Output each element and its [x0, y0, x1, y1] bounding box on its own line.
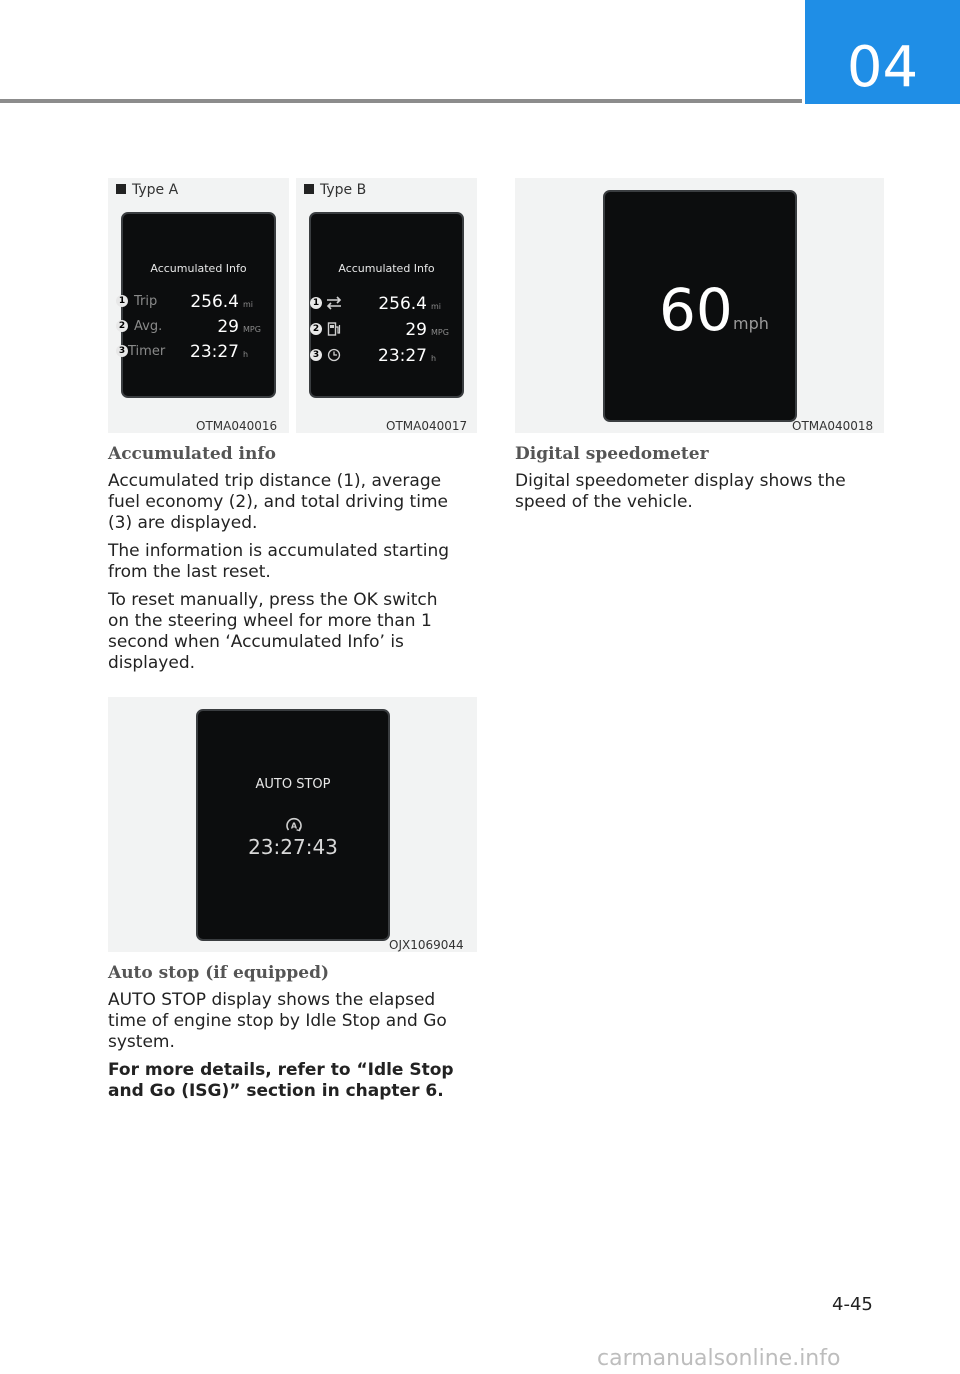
- figure-label-text: Type A: [132, 182, 179, 198]
- row-value: 23:27: [190, 342, 239, 362]
- svg-text:A: A: [290, 821, 298, 831]
- callout-badge: 2: [116, 320, 128, 332]
- paragraph: To reset manually, press the OK switch on the steering wheel for more than 1 second when ‘Accumulated Info’ is displayed.: [108, 590, 438, 673]
- speed-unit: mph: [733, 314, 769, 333]
- row-unit: MPG: [243, 325, 261, 334]
- row-unit: h: [431, 354, 437, 363]
- paragraph: AUTO STOP display shows the elapsed time of engine stop by Idle Stop and Go system.: [108, 990, 447, 1052]
- info-row-timer: [311, 346, 462, 368]
- row-unit: h: [243, 350, 249, 359]
- row-value: 29: [405, 320, 427, 340]
- watermark: carmanualsonline.info: [597, 1346, 841, 1371]
- figure-code: OJX1069044: [389, 938, 464, 952]
- paragraph-reference: For more details, refer to “Idle Stop and Go (ISG)” section in chapter 6.: [108, 1060, 454, 1101]
- header-rule: [0, 99, 802, 103]
- row-value: 23:27: [378, 346, 427, 366]
- info-row-trip: [311, 294, 462, 316]
- row-value: 256.4: [190, 292, 239, 312]
- section-heading-accumulated-info: Accumulated info: [108, 444, 277, 464]
- trip-arrows-icon: [325, 296, 343, 310]
- cluster-screen: [118, 212, 276, 398]
- square-bullet-icon: [116, 184, 126, 194]
- clock-icon: [327, 348, 341, 362]
- speed-value: 60: [659, 276, 733, 344]
- cluster-screen: [603, 190, 797, 422]
- square-bullet-icon: [304, 184, 314, 194]
- figure-auto-stop: [108, 697, 477, 952]
- callout-badge: 3: [310, 349, 322, 361]
- cluster-screen: [196, 709, 390, 941]
- row-label: Timer: [128, 344, 166, 359]
- section-heading-digital-speedometer: Digital speedometer: [515, 444, 709, 464]
- paragraph: The information is accumulated starting from the last reset.: [108, 541, 450, 582]
- figure-code: OTMA040016: [196, 419, 278, 433]
- row-unit: mi: [431, 302, 442, 311]
- callout-badge: 1: [310, 297, 322, 309]
- screen-title: Accumulated Info: [150, 262, 247, 275]
- row-unit: mi: [243, 300, 254, 309]
- figure-label: [304, 182, 366, 198]
- figure-label: [116, 182, 178, 198]
- page-number: 4-45: [832, 1294, 873, 1315]
- info-row-trip: [118, 292, 274, 314]
- row-value: 256.4: [378, 294, 427, 314]
- info-row-avg: [311, 320, 462, 342]
- paragraph: Accumulated trip distance (1), average fuel economy (2), and total driving time (3) are displayed.: [108, 471, 448, 533]
- callout-badge: 3: [116, 345, 128, 357]
- figure-type-a: [108, 178, 289, 433]
- auto-stop-time: 23:27:43: [248, 835, 338, 859]
- auto-stop-icon: [284, 815, 304, 835]
- row-label: Trip: [134, 294, 158, 309]
- figure-type-b: [296, 178, 477, 433]
- screen-title: Accumulated Info: [338, 262, 435, 275]
- row-unit: MPG: [431, 328, 449, 337]
- info-row-timer: [118, 342, 274, 364]
- paragraph: Digital speedometer display shows the speed of the vehicle.: [515, 471, 846, 512]
- auto-stop-title: AUTO STOP: [255, 777, 331, 792]
- figure-speedometer: [515, 178, 884, 433]
- figure-label-text: Type B: [320, 182, 367, 198]
- cluster-screen: [309, 212, 464, 398]
- info-row-avg: [118, 317, 274, 339]
- section-heading-auto-stop: Auto stop (if equipped): [108, 963, 329, 983]
- row-label: Avg.: [134, 319, 163, 334]
- chapter-tab: 04: [805, 0, 960, 104]
- row-value: 29: [217, 317, 239, 337]
- callout-badge: 1: [116, 295, 128, 307]
- figure-code: OTMA040018: [792, 419, 874, 433]
- fuel-pump-icon: [327, 321, 341, 337]
- figure-code: OTMA040017: [386, 419, 468, 433]
- callout-badge: 2: [310, 323, 322, 335]
